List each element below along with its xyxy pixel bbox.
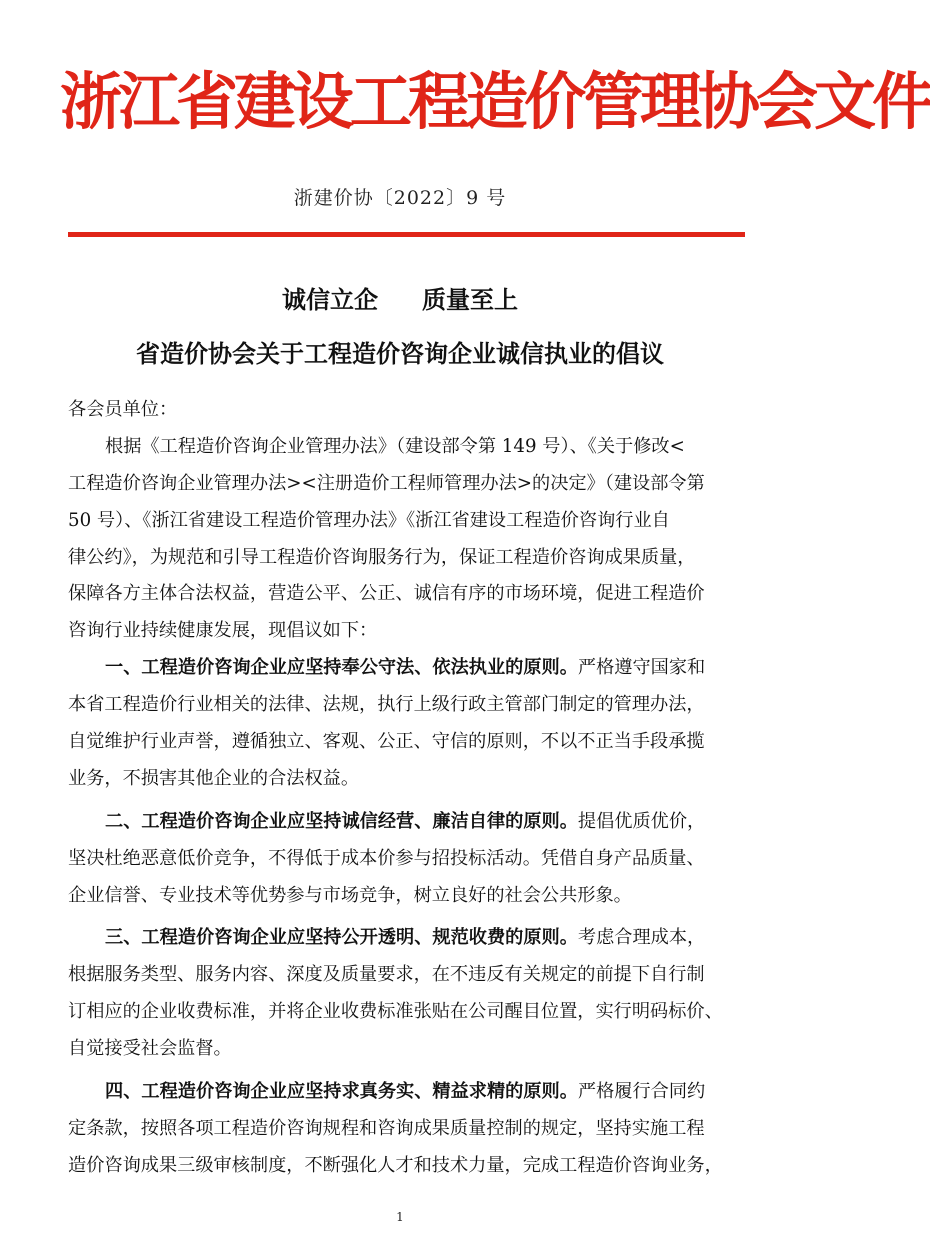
red-masthead <box>60 52 930 152</box>
paragraph-4-line: 定条款，按照各项工程造价咨询规程和咨询成果质量控制的规定，坚持实施工程 <box>68 1117 705 1139</box>
paragraph-4-heading: 四、工程造价咨询企业应坚持求真务实、精益求精的原则。 <box>105 1081 578 1103</box>
paragraph-2-first-line <box>68 804 748 841</box>
intro-line: 工程造价咨询企业管理办法><注册造价工程师管理办法>的决定》（建设部令第 <box>68 472 705 494</box>
intro-line: 律公约》，为规范和引导工程造价咨询服务行为，保证工程造价咨询成果质量， <box>68 546 696 568</box>
slogan-right: 质量至上 <box>422 286 518 314</box>
paragraph-2-line: 企业信誉、专业技术等优势参与市场竞争，树立良好的社会公共形象。 <box>68 884 632 906</box>
slogan <box>0 280 800 315</box>
paragraph-3-line: 自觉接受社会监督。 <box>68 1038 232 1060</box>
paragraph-1-line: 业务，不损害其他企业的合法权益。 <box>68 767 360 789</box>
intro-line: 50 号）、《浙江省建设工程造价管理办法》《浙江省建设工程造价咨询行业自 <box>68 509 670 531</box>
paragraph-3-line: 订相应的企业收费标准，并将企业收费标准张贴在公司醒目位置，实行明码标价、 <box>68 1001 723 1023</box>
red-divider <box>68 232 745 237</box>
salutation: 各会员单位： <box>68 399 178 420</box>
org-title: 浙江省建设工程造价管理协会文件 <box>60 65 930 138</box>
document-body <box>68 392 748 1185</box>
paragraph-1-line: 自觉维护行业声誉，遵循独立、客观、公正、守信的原则，不以不正当手段承揽 <box>68 731 705 753</box>
paragraph-1-text: 严格遵守国家和 <box>577 657 706 679</box>
paragraph-1-line: 本省工程造价行业相关的法律、法规，执行上级行政主管部门制定的管理办法， <box>68 694 705 716</box>
intro-line: 咨询行业持续健康发展，现倡议如下： <box>68 620 378 642</box>
paragraph-1-heading: 一、工程造价咨询企业应坚持奉公守法、依法执业的原则。 <box>105 657 578 679</box>
paragraph-3-first-line <box>68 920 748 957</box>
paragraph-2-line: 坚决杜绝恶意低价竞争，不得低于成本价参与招投标活动。凭借自身产品质量、 <box>68 847 705 869</box>
paragraph-3-line: 根据服务类型、服务内容、深度及质量要求，在不违反有关规定的前提下自行制 <box>68 964 705 986</box>
paragraph-1-first-line <box>68 650 748 687</box>
paragraph-4-first-line <box>68 1074 748 1111</box>
paragraph-3-heading: 三、工程造价咨询企业应坚持公开透明、规范收费的原则。 <box>105 927 578 949</box>
document-number: 浙建价协〔2022〕9 号 <box>293 187 507 209</box>
paragraph-4-line: 造价咨询成果三级审核制度，不断强化人才和技术力量，完成工程造价咨询业务， <box>68 1154 723 1176</box>
paragraph-2-text: 提倡优质优价， <box>577 810 706 832</box>
page-number: 1 <box>396 1210 404 1224</box>
paragraph-3-text: 考虑合理成本， <box>577 927 706 949</box>
intro-line: 根据《工程造价咨询企业管理办法》（建设部令第 149 号）、《关于修改< <box>105 435 685 457</box>
intro-line: 保障各方主体合法权益，营造公平、公正、诚信有序的市场环境，促进工程造价 <box>68 583 705 605</box>
paragraph-2-heading: 二、工程造价咨询企业应坚持诚信经营、廉洁自律的原则。 <box>105 810 578 832</box>
paragraph-4-text: 严格履行合同约 <box>577 1081 706 1103</box>
slogan-left: 诚信立企 <box>282 286 378 314</box>
main-title: 省造价协会关于工程造价咨询企业诚信执业的倡议 <box>136 340 664 368</box>
